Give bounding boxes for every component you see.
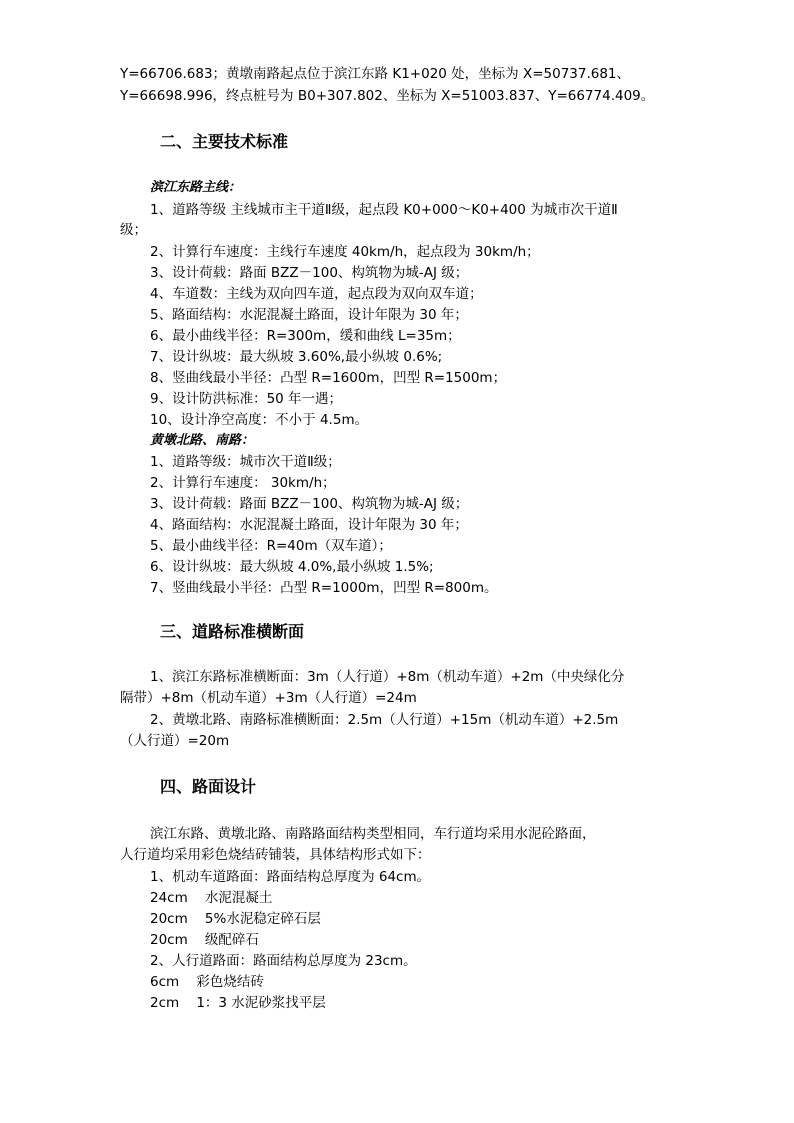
standard-item: 1、道路等级 主线城市主干道Ⅱ级，起点段 K0+000～K0+400 为城市次干道Ⅱ [150,202,618,218]
pavement-layer: 2cm 1：3 水泥砂浆找平层 [150,995,326,1011]
intro-line-1: Y=66706.683；黄墩南路起点位于滨江东路 K1+020 处，坐标为 X=50737.681、 [120,66,631,82]
standard-item: 2、计算行车速度：主线行车速度 40km/h，起点段为 30km/h； [150,244,540,260]
pavement-layer: 20cm 级配碎石 [150,932,259,948]
standard-item: 4、路面结构：水泥混凝土路面，设计年限为 30 年； [150,517,468,533]
pavement-layer: 20cm 5%水泥稳定碎石层 [150,911,321,927]
standard-item: 10、设计净空高度：不小于 4.5m。 [150,412,369,428]
section-heading-cross-section: 三、道路标准横断面 [160,622,305,641]
pavement-paragraph-continuation: 人行道均采用彩色烧结砖铺装，具体结构形式如下： [120,847,431,863]
cross-section-item: 2、黄墩北路、南路标准横断面：2.5m（人行道）+15m（机动车道）+2.5m [150,712,619,728]
cross-section-item-continuation: （人行道）=20m [120,733,230,749]
standard-item-continuation: 级； [120,222,147,238]
standard-item: 5、最小曲线半径：R=40m（双车道）； [150,538,392,554]
pavement-line: 2、人行道路面：路面结构总厚度为 23cm。 [150,953,417,969]
cross-section-item-continuation: 隔带）+8m（机动车道）+3m（人行道）=24m [120,690,417,706]
standard-item: 3、设计荷载：路面 BZZ－100、构筑物为城-AJ 级； [150,496,469,512]
standard-item: 2、计算行车速度： 30km/h； [150,475,336,491]
subheading-binjiang-east-road: 滨江东路主线： [150,180,242,195]
standard-item: 8、竖曲线最小半径：凸型 R=1600m，凹型 R=1500m； [150,370,507,386]
pavement-layer: 6cm 彩色烧结砖 [150,974,264,990]
pavement-line: 1、机动车道路面：路面结构总厚度为 64cm。 [150,869,431,885]
standard-item: 5、路面结构：水泥混凝土路面，设计年限为 30 年； [150,307,468,323]
standard-item: 6、最小曲线半径：R=300m，缓和曲线 L=35m； [150,328,461,344]
pavement-paragraph: 滨江东路、黄墩北路、南路路面结构类型相同，车行道均采用水泥砼路面， [150,826,596,842]
pavement-layer: 24cm 水泥混凝土 [150,890,273,906]
subheading-huangdun-roads: 黄墩北路、南路： [150,433,255,448]
standard-item: 4、车道数：主线为双向四车道，起点段为双向双车道； [150,286,483,302]
section-heading-technical-standards: 二、主要技术标准 [160,132,289,151]
standard-item: 1、道路等级：城市次干道Ⅱ级； [150,454,341,470]
standard-item: 9、设计防洪标准：50 年一遇； [150,391,343,407]
section-heading-pavement-design: 四、路面设计 [160,777,257,796]
intro-line-2: Y=66698.996，终点桩号为 B0+307.802、坐标为 X=51003.837、Y=66774.409。 [120,88,655,104]
standard-item: 6、设计纵坡：最大纵坡 4.0%,最小纵坡 1.5%; [150,559,434,575]
standard-item: 3、设计荷载：路面 BZZ－100、构筑物为城-AJ 级； [150,265,469,281]
cross-section-item: 1、滨江东路标准横断面：3m（人行道）+8m（机动车道）+2m（中央绿化分 [150,669,625,685]
standard-item: 7、设计纵坡：最大纵坡 3.60%,最小纵坡 0.6%; [150,349,443,365]
standard-item: 7、竖曲线最小半径：凸型 R=1000m，凹型 R=800m。 [150,580,498,596]
